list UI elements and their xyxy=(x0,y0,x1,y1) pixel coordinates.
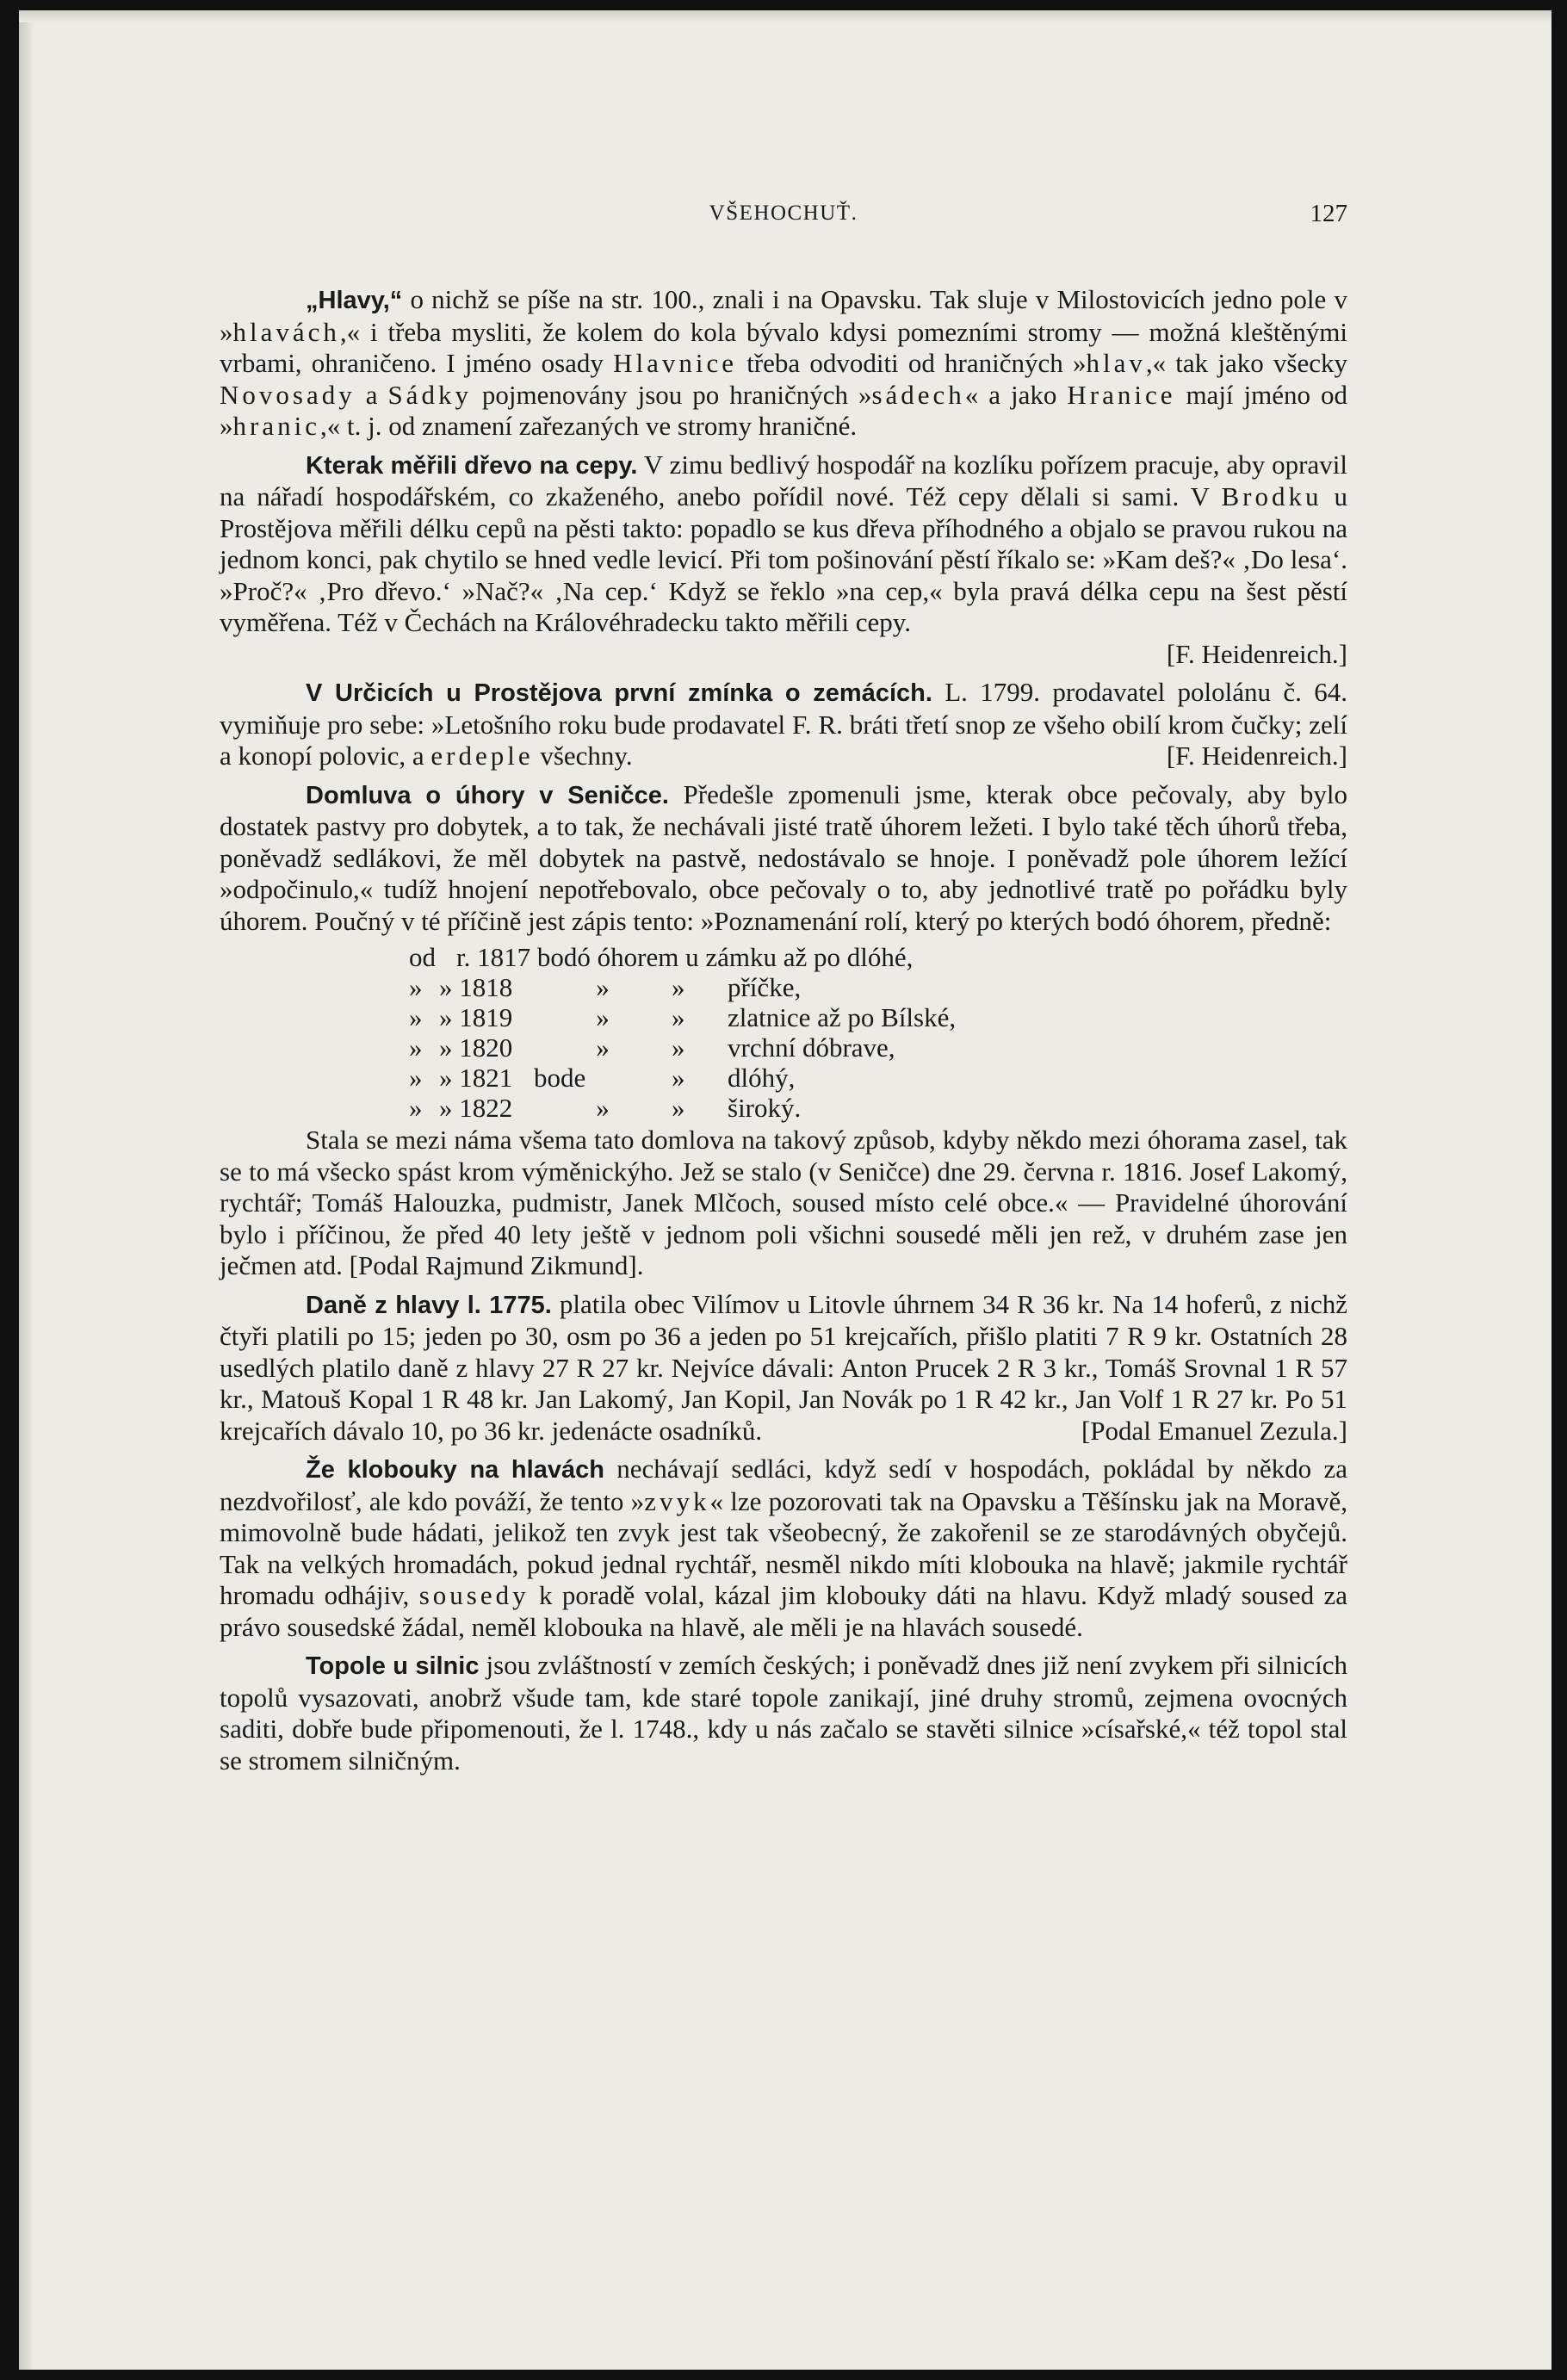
cell: » 1821 xyxy=(439,1063,513,1093)
text: jsou zvláštností v zemích českých; i poněvadž dnes již není zvykem při silnicích topolů vysazovati, anobrž všude tam, kde staré topole zanikají, jiné druhy stromů, zejmena ovocných saditi, dobře bude připomenouti, že l. 1748., kdy u nás začalo se stavěti silnice »císařské,« též topol stal se stromem silničným. xyxy=(220,1650,1347,1776)
entry-heading: Že klobouky na hlavách xyxy=(306,1456,604,1484)
text: ,« i třeba mysliti, že kolem do kola bývalo kdysi pomezními stromy — možná kleštěnými vrbami, ohraničeno. I jméno osady xyxy=(220,316,1347,378)
text: pojmenovány jsou po hraničných » xyxy=(471,379,872,410)
cell: dlóhý, xyxy=(728,1063,796,1093)
paragraph-klobouky xyxy=(220,1453,1347,1643)
paragraph-cepy xyxy=(220,449,1347,671)
cell: » xyxy=(596,1002,610,1032)
paragraph-hlavy xyxy=(220,284,1347,443)
entry-heading: Topole u silnic xyxy=(306,1652,480,1680)
page-header xyxy=(220,201,1347,236)
signature: [F. Heidenreich.] xyxy=(1166,741,1347,771)
text: k poradě volal, kázal jim klobouky dáti na hlavu. Když mladý soused za právo sousedské žádal, neměl klobouka na hlavě, ale měli je na hlavách sousedé. xyxy=(220,1580,1347,1642)
cell: » xyxy=(596,972,610,1002)
cell: » 1818 xyxy=(439,972,513,1002)
spaced-term: erdeple xyxy=(430,741,534,771)
spaced-term: Hranice xyxy=(1067,379,1176,410)
schedule-row xyxy=(409,1063,1347,1093)
text: « a jako xyxy=(964,379,1068,410)
text: L. 1799. prodavatel pololánu č. 64. vymiňuje pro sebe: »Letošního roku bude prodavatel F. R. bráti třetí snop ze všeho obilí krom čučky; zelí a konopí polovic, a xyxy=(220,677,1347,771)
cell: » xyxy=(409,972,423,1002)
cell-text: bodó óhorem u zámku až po dlóhé, xyxy=(536,942,914,972)
fallow-schedule xyxy=(409,942,1347,1123)
cell: » xyxy=(672,972,685,1002)
cell: zlatnice až po Bílské, xyxy=(728,1002,957,1032)
running-title: VŠEHOCHUŤ. xyxy=(709,201,858,225)
cell: » xyxy=(596,1093,610,1123)
text: všechny. xyxy=(533,741,633,771)
cell: » xyxy=(672,1002,685,1032)
spaced-term: sousedy xyxy=(418,1580,530,1610)
page-number: 127 xyxy=(1310,200,1347,227)
paragraph-topole xyxy=(220,1650,1347,1776)
cell: » xyxy=(672,1032,685,1063)
entry-heading: Domluva o úhory v Seničce. xyxy=(306,781,669,809)
text: ,« t. j. od znamení zařezaných ve stromy hraničné. xyxy=(319,411,858,441)
text: třeba odvoditi od hraničných » xyxy=(737,348,1087,378)
cell: » xyxy=(672,1093,685,1123)
schedule-row xyxy=(409,942,1347,972)
binding-shadow xyxy=(19,10,34,2370)
schedule-row xyxy=(409,1002,1347,1032)
cell: » 1819 xyxy=(439,1002,513,1032)
article-body xyxy=(220,284,1347,1776)
entry-heading: Kterak měřili dřevo na cepy. xyxy=(306,451,638,480)
spaced-term: hlav xyxy=(1086,348,1146,378)
signature: [F. Heidenreich.] xyxy=(1166,638,1347,669)
signature: [Podal Emanuel Zezula.] xyxy=(1081,1415,1347,1446)
cell: vrchní dóbrave, xyxy=(728,1032,895,1063)
text: u Prostějova měřili délku cepů na pěsti takto: popadlo se kus dřeva příhodného a objalo se pravou rukou na jednom konci, pak chytilo se hned vedle levicí. Při tom pošinování pěstí říkalo se: »Kam deš?« ‚Do lesa‘. »Proč?« ‚Pro dřevo.‘ »Nač?« ‚Na cep.‘ Když se řeklo »na cep,« byla pravá délka cepu na šest pěstí vyměřena. Též v Čechách na Královéhradecku takto měřili cepy. xyxy=(220,481,1347,637)
cell: » xyxy=(672,1063,685,1093)
cell: » 1820 xyxy=(439,1032,513,1063)
text: Předešle zpomenuli jsme, kterak obce pečovaly, aby bylo dostatek pastvy pro dobytek, a to tak, že nechávali jisté tratě úhorem ležeti. I bylo také těch úhorů třeba, poněvadž sedlákovi, že měl dobytek na pastvě, nedostávalo se hnoje. I poněvadž pole úhorem ležící »odpočinulo,« tudíž hnojení nepotřebovalo, obce pečovaly o to, aby jednotlivé tratě po pořádku byly úhorem. Poučný v té příčině jest zápis tento: »Poznamenání rolí, který po kterých bodó óhorem, předně: xyxy=(220,778,1347,936)
text: o nichž se píše na str. 100., znali i na Opavsku. Tak sluje v Milostovicích jedno pole v » xyxy=(220,284,1347,347)
schedule-row xyxy=(409,1093,1347,1123)
cell: » 1822 xyxy=(439,1093,513,1123)
cell: příčke, xyxy=(728,972,802,1002)
text: mají jméno od » xyxy=(220,379,1347,441)
cell: bode xyxy=(534,1063,586,1093)
cell xyxy=(456,942,1347,972)
cell: » xyxy=(596,1032,610,1063)
spaced-term: hranic xyxy=(232,411,320,441)
schedule-row xyxy=(409,1032,1347,1063)
text: a xyxy=(355,379,388,410)
spaced-term: hlavách xyxy=(232,316,340,347)
cell: široký. xyxy=(728,1093,802,1123)
spaced-term: Hlavnice xyxy=(613,348,737,378)
paragraph-zemaci xyxy=(220,677,1347,772)
text: « lze pozorovati tak na Opavsku a Těšínsku jak na Moravě, mimovolně bude hádati, jelikož ten zvyk jest tak všeobecný, že zakořenil se ze starodávných obyčejů. Tak na velkých hromadách, pokud jednal rychtář, nesměl nikdo míti klobouka na hlavě; jakmile rychtář hromadu odhájiv, xyxy=(220,1485,1347,1610)
paragraph-uhory xyxy=(220,779,1347,938)
entry-heading: „Hlavy,“ xyxy=(306,287,403,314)
top-edge-shadow xyxy=(19,10,1552,22)
cell: » xyxy=(409,1002,423,1032)
text: Stala se mezi náma všema tato domlova na takový způsob, kdyby někdo mezi óhorama zasel, tak se to má všecko spást krom výměnickýho. Jež se stalo (v Seničce) dne 29. června r. 1816. Josef Lakomý, rychtář; Tomáš Halouzka, pudmistr, Janek Mlčoch, soused místo celé obce.« — Pravidelné úhorování bylo i příčinou, že před 40 lety ještě v jednom poli všichni sousedé měli jen rež, v druhém zase jen ječmen atd. [Podal Rajmund Zikmund]. xyxy=(220,1125,1347,1280)
entry-heading: V Určicích u Prostějova první zmínka o zemácích. xyxy=(306,679,932,707)
schedule-row xyxy=(409,972,1347,1002)
text: ,« tak jako všecky xyxy=(1145,348,1347,378)
entry-heading: Daně z hlavy l. 1775. xyxy=(306,1291,552,1319)
paragraph-dane xyxy=(220,1289,1347,1447)
cell: » xyxy=(409,1063,423,1093)
cell-year: r. 1817 xyxy=(456,942,531,972)
cell: od xyxy=(409,942,436,972)
spaced-term: zvyk xyxy=(644,1485,710,1516)
cell: » xyxy=(409,1032,423,1063)
text: V zimu bedlivý hospodář na kozlíku pořízem pracuje, aby opravil na nářadí hospodářském, co zkaženého, anebo pořídil nové. Též cepy dělali si sami. V xyxy=(220,449,1347,511)
text: nechávají sedláci, když sedí v hospodách, pokládal by někdo za nezdvořilosť, ale kdo pováží, že tento » xyxy=(220,1453,1347,1516)
cell: » xyxy=(409,1093,423,1123)
spaced-term: Novosady xyxy=(220,379,356,410)
book-page xyxy=(19,10,1552,2370)
spaced-term: Brodku xyxy=(1221,481,1322,511)
paragraph-domlova xyxy=(220,1125,1347,1282)
text: platila obec Vilímov u Litovle úhrnem 34 R 36 kr. Na 14 hoferů, z nichž čtyři platili po 15; jeden po 30, osm po 36 a jeden po 51 krejcařích, přišlo platiti 7 R 9 kr. Ostatních 28 usedlých platilo daně z hlavy 27 R 27 kr. Nejvíce dávali: Anton Prucek 2 R 3 kr., Tomáš Srovnal 1 R 57 kr., Matouš Kopal 1 R 48 kr. Jan Lakomý, Jan Kopil, Jan Novák po 1 R 42 kr., Jan Volf 1 R 27 kr. Po 51 krejcařích dávalo 10, po 36 kr. jedenácte osadníků. xyxy=(220,1288,1348,1446)
spaced-term: Sádky xyxy=(387,379,472,410)
spaced-term: sádech xyxy=(871,379,965,410)
